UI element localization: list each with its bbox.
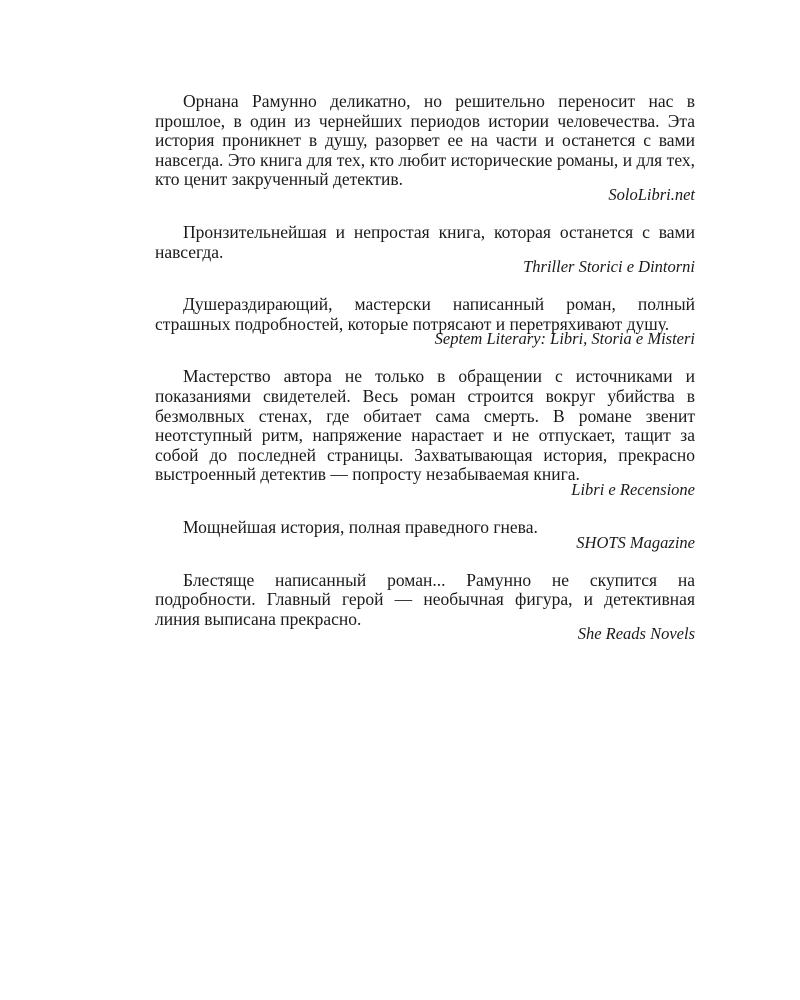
- review-2: [155, 223, 695, 276]
- reviews-page: [155, 92, 695, 662]
- review-6: [155, 571, 695, 644]
- review-source: Libri e Recensione: [571, 479, 695, 499]
- review-text: Мощнейшая история, полная праведного гнева.: [183, 516, 538, 537]
- review-3: [155, 295, 695, 348]
- review-text: Душераздирающий, мастерски написанный роман, полный страшных подробностей, которые потрясают и перетряхивают душу.: [155, 294, 695, 334]
- review-text: Мастерство автора не только в обращении с источниками и показаниями свидетелей. Весь роман строится вокруг убийства в безмолвных стенах, где обитает сама смерть. В романе звенит неотступный ритм, напряжение нарастает и не отпускает, тащит за собой до последней страницы. Захватывающая история, прекрасно выстроенный детектив — попросту незабываемая книга.: [155, 366, 695, 485]
- review-source: SoloLibri.net: [608, 184, 695, 204]
- review-5: [155, 518, 695, 552]
- review-text: Пронзительнейшая и непростая книга, которая останется с вами навсегда.: [155, 221, 695, 262]
- review-source: Septem Literary: Libri, Storia e Misteri: [434, 329, 695, 349]
- review-text: Блестяще написанный роман... Рамунно не скупится на подробности. Главный герой — необычная фигура, и детективная линия выписана прекрасно.: [155, 569, 695, 629]
- review-4: [155, 367, 695, 499]
- review-source: SHOTS Magazine: [576, 532, 695, 552]
- review-1: [155, 92, 695, 204]
- review-text: Орнана Рамунно деликатно, но решительно переносит нас в прошлое, в один из чернейших периодов истории человечества. Эта история проникнет в душу, разорвет ее на части и останется с вами навсегда. Это книга для тех, кто любит исторические романы, и для тех, кто ценит закрученный детектив.: [155, 91, 695, 190]
- review-source: Thriller Storici e Dintorni: [523, 257, 695, 277]
- review-source: She Reads Novels: [577, 624, 695, 644]
